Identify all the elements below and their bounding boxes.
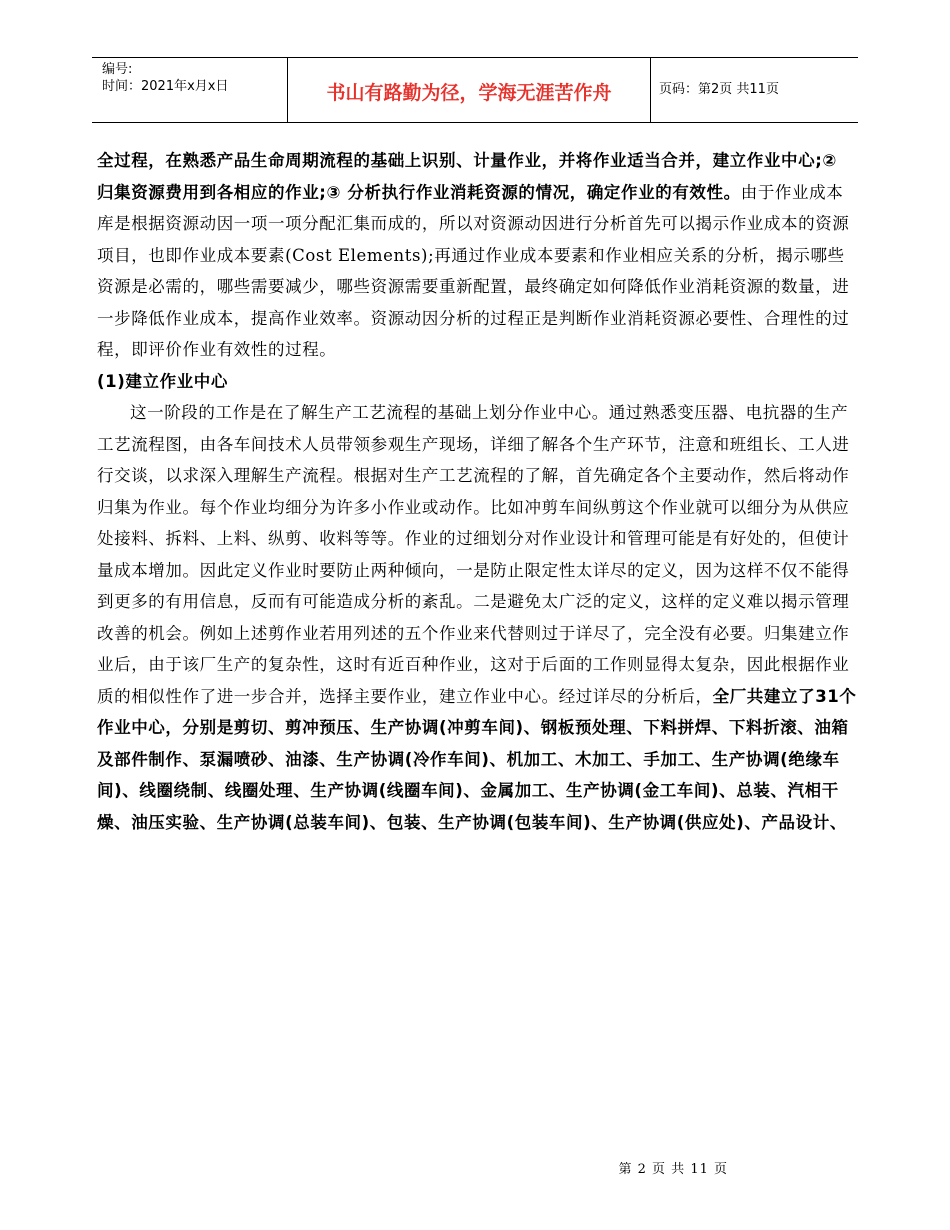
date-label: 时间：2021年x月x日 [102, 79, 229, 94]
bold-steps-text: 全过程，在熟悉产品生命周期流程的基础上识别、计量作业，并将作业适当合并，建立作业中心;② 归集资源费用到各相应的作业;③ 分析执行作业消耗资源的情况，确定作业的有效性。 [97, 151, 837, 202]
motto-text: 书山有路勤为径，学海无涯苦作舟 [326, 82, 612, 104]
paragraph-resource-driver [97, 145, 857, 366]
paragraph-activity-center [97, 397, 857, 838]
header-page-number: 页码：第2页 共11页 [659, 82, 779, 97]
section-heading: (1)建立作业中心 [97, 371, 228, 391]
serial-number-label: 编号: [102, 62, 133, 77]
header-info-cell [92, 58, 288, 122]
activity-center-list: 全厂共建立了31个作业中心，分别是剪切、剪冲预压、生产协调(冲剪车间)、钢板预处理、下料拼焊、下料折滚、油箱及部件制作、泵漏喷砂、油漆、生产协调(冷作车间)、机加工、木加工、手加工、生产协调(绝缘车间)、线圈绕制、线圈处理、生产协调(线圈车间)、金属加工、生产协调(金工车间)、总装、汽相干燥、油压实验、生产协调(总装车间)、包装、生产协调(包装车间)、生产协调(供应处)、产品设计、 [97, 686, 857, 832]
page-footer [0, 1158, 950, 1177]
activity-center-text: 这一阶段的工作是在了解生产工艺流程的基础上划分作业中心。通过熟悉变压器、电抗器的生产工艺流程图，由各车间技术人员带领参观生产现场，详细了解各个生产环节，注意和班组长、工人进行交谈，以求深入理解生产流程。根据对生产工艺流程的了解，首先确定各个主要动作，然后将动作归集为作业。每个作业均细分为许多小作业或动作。比如冲剪车间纵剪这个作业就可以细分为从供应处接料、拆料、上料、纵剪、收料等等。作业的过细划分对作业设计和管理可能是有好处的，但使计量成本增加。因此定义作业时要防止两种倾向，一是防止限定性太详尽的定义，因为这样不仅不能得到更多的有用信息，反而有可能造成分析的紊乱。二是避免太广泛的定义，这样的定义难以揭示管理改善的机会。例如上述剪作业若用列述的五个作业来代替则过于详尽了，完全没有必要。归集建立作业后，由于该厂生产的复杂性，这时有近百种作业，这对于后面的工作则显得太复杂，因此根据作业质的相似性作了进一步合并，选择主要作业，建立作业中心。经过详尽的分析后， [97, 403, 850, 706]
header-page-cell [651, 58, 858, 122]
header-motto-cell [288, 58, 651, 122]
resource-driver-text: 由于作业成本库是根据资源动因一项一项分配汇集而成的，所以对资源动因进行分析首先可以揭示作业成本的资源项目，也即作业成本要素(Cost Elements);再通过作业成本要素和作业相应关系的分析，揭示哪些资源是必需的，哪些需要减少，哪些资源需要重新配置，最终确定如何降低作业消耗资源的数量，进一步降低作业成本，提高作业效率。资源动因分析的过程正是判断作业消耗资源必要性、合理性的过程，即评价作业有效性的过程。 [97, 182, 850, 359]
footer-page-number: 第 2 页 共 11 页 [618, 1162, 728, 1177]
page-header [92, 57, 858, 123]
document-body [97, 145, 857, 838]
